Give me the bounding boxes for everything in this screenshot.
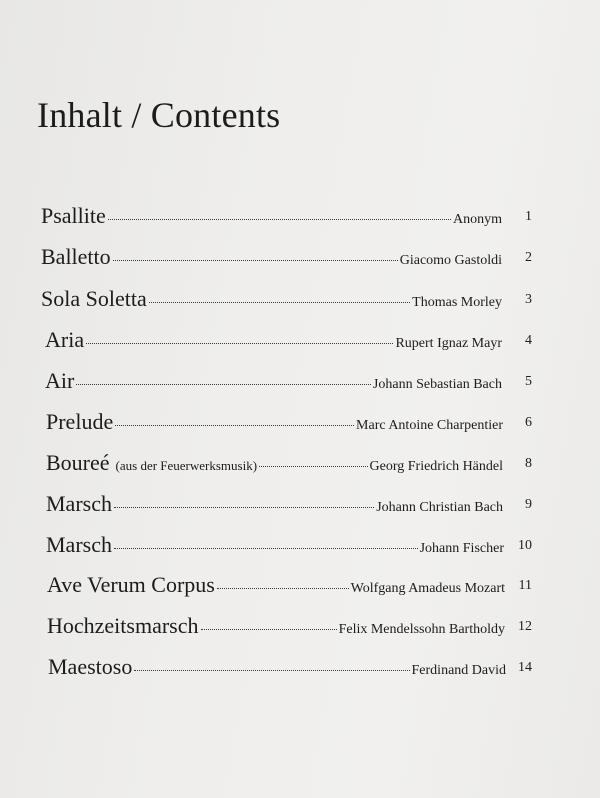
- toc-entry: [41, 203, 502, 233]
- dot-leader: [217, 588, 349, 589]
- toc-composer: Georg Friedrich Händel: [369, 459, 503, 474]
- toc-composer: Rupert Ignaz Mayr: [395, 336, 502, 351]
- toc-entry: [45, 327, 502, 357]
- dot-leader: [86, 343, 393, 344]
- toc-title: Ave Verum Corpus: [47, 572, 215, 597]
- toc-note: (aus der Feuerwerksmusik): [115, 458, 258, 473]
- toc-title: Prelude: [46, 409, 114, 434]
- toc-page-number: 14: [518, 660, 532, 675]
- toc-composer: Giacomo Gastoldi: [399, 253, 502, 268]
- toc-title: Hochzeitsmarsch: [47, 613, 199, 638]
- dot-leader: [113, 260, 398, 261]
- toc-page-number: 11: [518, 578, 532, 593]
- toc-entry: [48, 654, 506, 684]
- toc-composer: Johann Christian Bach: [376, 500, 503, 515]
- dot-leader: [76, 384, 371, 385]
- dot-leader: [149, 302, 410, 303]
- dot-leader: [259, 466, 367, 467]
- page-title: Inhalt / Contents: [37, 95, 281, 136]
- toc-page-number: 4: [525, 333, 532, 348]
- toc-entry: [46, 409, 503, 439]
- toc-composer: Thomas Morley: [412, 295, 502, 310]
- toc-composer: Felix Mendelssohn Bartholdy: [338, 622, 505, 637]
- toc-entry: [41, 244, 502, 274]
- toc-page-number: 9: [525, 497, 532, 512]
- toc-title: Marsch: [46, 532, 112, 557]
- toc-entry: [46, 450, 503, 480]
- toc-entry: [41, 286, 502, 316]
- toc-page-number: 10: [518, 538, 532, 553]
- toc-composer: Wolfgang Amadeus Mozart: [350, 581, 505, 596]
- toc-composer: Johann Fischer: [419, 541, 504, 556]
- toc-title: Marsch: [46, 491, 112, 516]
- toc-entry: [47, 613, 505, 643]
- toc-page-number: 5: [525, 374, 532, 389]
- toc-entry: [45, 368, 502, 398]
- dot-leader: [114, 507, 374, 508]
- toc-page-number: 1: [525, 209, 532, 224]
- toc-title: Boureé: [46, 450, 110, 475]
- toc-page-number: 3: [525, 292, 532, 307]
- dot-leader: [108, 219, 451, 220]
- toc-title: Aria: [45, 327, 85, 352]
- toc-composer: Anonym: [453, 212, 502, 227]
- toc-title: Psallite: [41, 203, 106, 228]
- toc-composer: Johann Sebastian Bach: [372, 377, 502, 392]
- toc-title: Sola Soletta: [41, 286, 147, 311]
- toc-title: Balletto: [41, 244, 111, 269]
- dot-leader: [115, 425, 354, 426]
- toc-title: Air: [45, 368, 75, 393]
- toc-composer: Marc Antoine Charpentier: [356, 418, 503, 433]
- toc-page-number: 8: [525, 456, 532, 471]
- toc-entry: [46, 491, 503, 521]
- toc-entry: [46, 532, 504, 562]
- toc-entry: [47, 572, 505, 602]
- dot-leader: [134, 670, 409, 671]
- toc-composer: Ferdinand David: [411, 663, 506, 678]
- dot-leader: [114, 548, 418, 549]
- toc-page-number: 12: [518, 619, 532, 634]
- dot-leader: [201, 629, 337, 630]
- toc-title: Maestoso: [48, 654, 133, 679]
- toc-page-number: 6: [525, 415, 532, 430]
- toc-page-number: 2: [525, 250, 532, 265]
